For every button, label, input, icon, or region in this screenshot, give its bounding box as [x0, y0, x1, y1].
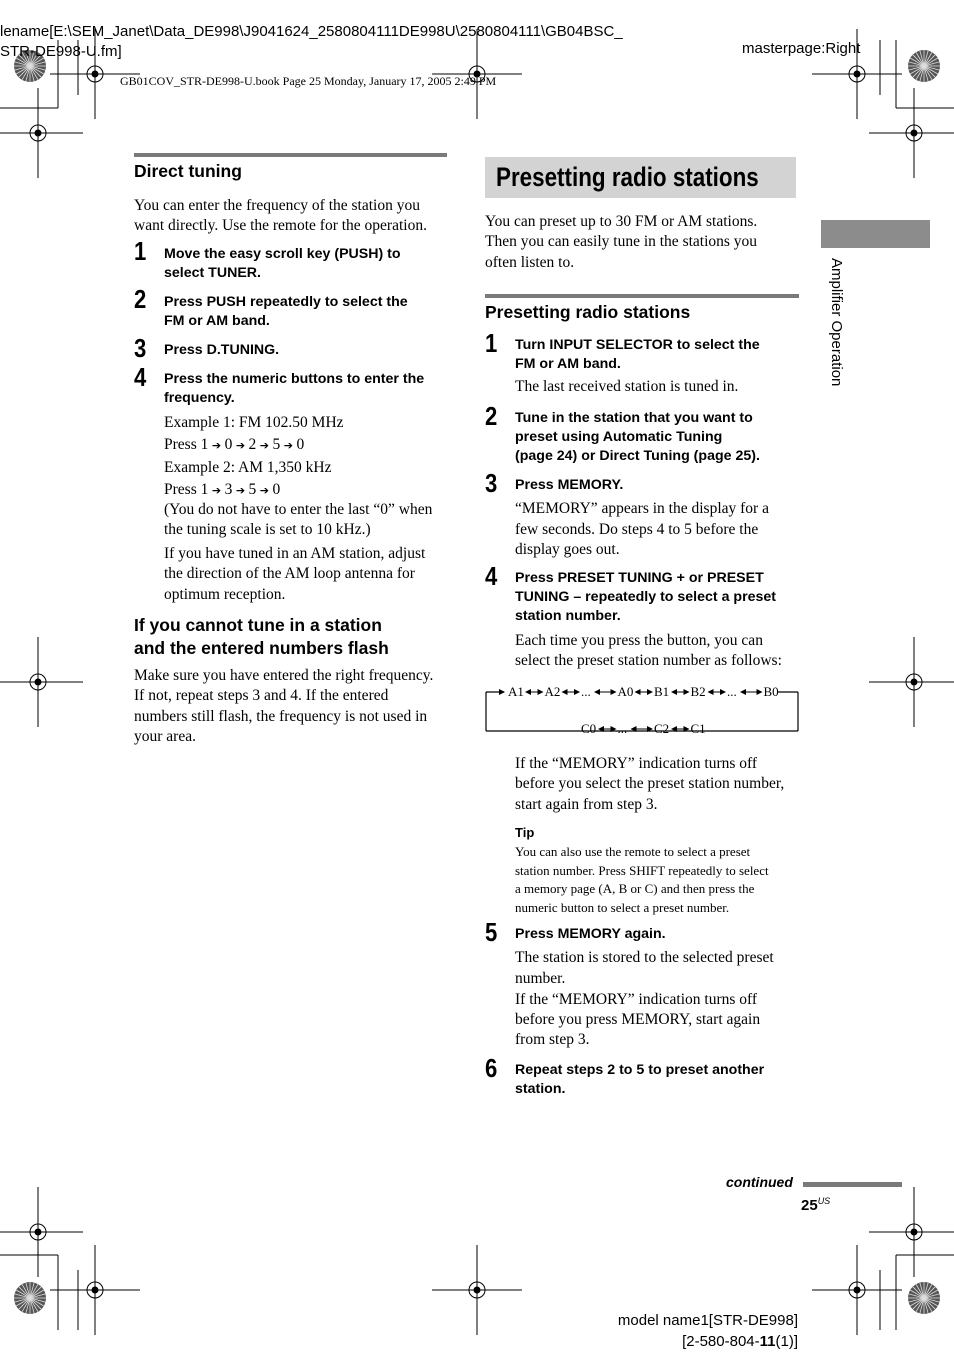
part-bold: 11	[759, 1333, 776, 1350]
book-info-line: GB01COV_STR-DE998-U.book Page 25 Monday, January 17, 2005 2:49 PM	[120, 74, 497, 88]
example-2-label: Example 2: AM 1,350 kHz	[164, 459, 332, 476]
preset-label: C2	[654, 721, 670, 734]
key-value: 0	[272, 481, 281, 498]
text-line: You can enter the frequency of the station you	[134, 197, 420, 214]
example-1-sequence	[164, 434, 344, 457]
step-number: 5	[485, 917, 498, 947]
preset-label: B0	[763, 684, 779, 699]
presetting-subheading: Presetting radio stations	[485, 302, 691, 322]
step-line: preset using Automatic Tuning	[515, 429, 723, 446]
direct-tuning-heading: Direct tuning	[134, 161, 242, 181]
filename-header	[0, 22, 623, 62]
step-body-line: select the preset station number as follows:	[515, 651, 782, 669]
step-line: Press the numeric buttons to enter the	[164, 371, 425, 387]
step-line: Turn INPUT SELECTOR to select the	[515, 337, 760, 353]
filename-line-1: lename[E:\SEM_Janet\Data_DE998\J9041624_2580804111DE998U\2580804111\GB04BSC_	[0, 23, 623, 40]
key-value: 3	[224, 481, 233, 498]
step-line: station.	[515, 1081, 566, 1098]
text-line: your area.	[134, 727, 196, 745]
step-body-line: from step 3.	[515, 1031, 590, 1049]
section-rule	[485, 294, 799, 298]
step-line: (page 24) or Direct Tuning (page 25).	[515, 448, 760, 465]
step-number: 1	[134, 236, 147, 266]
preset-step-1	[515, 336, 805, 398]
step-body-line: “MEMORY” appears in the display for a	[515, 500, 769, 518]
cannot-tune-body	[134, 666, 454, 747]
text-line: station number. Press SHIFT repeatedly to select	[515, 862, 769, 878]
step-body-line: display goes out.	[515, 540, 620, 558]
page-number	[801, 1196, 830, 1214]
arrow-right-icon: ➔	[208, 484, 225, 497]
step-line: Press PRESET TUNING + or PRESET	[515, 570, 764, 586]
step-number: 3	[485, 468, 498, 498]
model-info	[560, 1310, 798, 1352]
key-value: 1	[200, 481, 209, 498]
step-body-line: The station is stored to the selected preset	[515, 949, 774, 967]
key-value: 5	[272, 436, 281, 453]
text-line: start again from step 3.	[515, 795, 658, 813]
text-line: You can also use the remote to select a preset	[515, 844, 751, 859]
arrow-right-icon: ➔	[280, 439, 297, 452]
step-line: FM or AM band.	[164, 313, 270, 330]
preset-label: A2	[544, 684, 561, 699]
text-line: numeric button to select a preset number.	[515, 899, 730, 915]
text-line: numbers still flash, the frequency is not used in	[134, 707, 428, 725]
step-number: 4	[134, 362, 147, 392]
step-body-line: number.	[515, 969, 566, 987]
text-line: If you have tuned in an AM station, adjust	[164, 545, 426, 562]
registration-rosette-icon	[908, 50, 940, 82]
memory-note	[515, 754, 805, 815]
step-number: 2	[134, 284, 147, 314]
text-line: If the “MEMORY” indication turns off	[515, 755, 758, 772]
page-number-suffix: US	[817, 1196, 831, 1206]
step-number: 2	[485, 401, 498, 431]
arrow-right-icon: ➔	[232, 484, 249, 497]
step-line: Press PUSH repeatedly to select the	[164, 294, 408, 310]
text-line: If not, repeat steps 3 and 4. If the entered	[134, 687, 389, 705]
press-label: Press	[164, 481, 197, 498]
page-title: Presetting radio stations	[496, 162, 759, 192]
model-name-line: model name1[STR-DE998]	[617, 1312, 798, 1329]
example-1-label: Example 1: FM 102.50 MHz	[164, 414, 344, 431]
am-antenna-note	[164, 544, 454, 605]
key-value: 1	[200, 436, 209, 453]
registration-rosette-icon	[14, 1282, 46, 1314]
preset-label: ...	[581, 684, 591, 699]
step-body-line: before you press MEMORY, start again	[515, 1011, 761, 1029]
preset-intro	[485, 212, 805, 273]
arrow-right-icon: ➔	[208, 439, 225, 452]
key-sequence	[201, 436, 305, 453]
arrow-right-icon: ➔	[256, 439, 273, 452]
key-value: 5	[248, 481, 257, 498]
step-body-line: If the “MEMORY” indication turns off	[515, 990, 758, 1008]
step-number: 3	[134, 333, 147, 363]
section-tab-bar	[821, 220, 930, 248]
preset-label: ...	[727, 684, 737, 699]
part-prefix: [2-580-804-	[682, 1333, 760, 1350]
cannot-tune-heading	[134, 614, 389, 660]
step-number: 6	[485, 1053, 498, 1083]
text-line: (You do not have to enter the last “0” when	[164, 501, 433, 518]
tip-heading: Tip	[515, 825, 535, 840]
step-number: 1	[485, 328, 498, 358]
preset-label: C1	[690, 721, 706, 734]
step-text	[164, 245, 401, 283]
step-number: 4	[485, 561, 498, 591]
step-line: Press D.TUNING.	[164, 342, 280, 358]
text-line: often listen to.	[485, 253, 575, 271]
key-value: 0	[224, 436, 233, 453]
masterpage-label: masterpage:Right	[742, 40, 861, 57]
text-line: before you select the preset station number,	[515, 775, 785, 793]
step-text	[164, 370, 424, 408]
preset-label: B2	[690, 684, 706, 699]
preset-step-5	[515, 925, 805, 1051]
key-sequence	[201, 481, 281, 498]
text-line: You can preset up to 30 FM or AM stations.	[485, 213, 758, 230]
step-body-line: few seconds. Do steps 4 to 5 before the	[515, 520, 759, 538]
preset-label: A0	[617, 684, 634, 699]
tuning-scale-note	[164, 500, 454, 541]
press-label: Press	[164, 436, 197, 453]
preset-label: B1	[654, 684, 670, 699]
text-line: the tuning scale is set to 10 kHz.)	[164, 521, 371, 539]
preset-step-2	[515, 409, 805, 467]
text-line: want directly. Use the remote for the operation.	[134, 217, 427, 235]
filename-line-2: STR-DE998-U.fm]	[0, 43, 122, 60]
text-line: Make sure you have entered the right frequency.	[134, 667, 434, 684]
step-line: station number.	[515, 608, 621, 625]
continued-label: continued	[726, 1174, 793, 1190]
step-text	[164, 293, 408, 331]
key-value: 0	[296, 436, 305, 453]
step-line: Press MEMORY.	[515, 477, 624, 493]
step-line: Press MEMORY again.	[515, 926, 666, 942]
continued-bar	[803, 1182, 902, 1187]
preset-cycle-diagram	[484, 680, 800, 734]
section-rule	[134, 153, 447, 157]
example-2-sequence	[164, 479, 344, 502]
preset-label: ...	[617, 721, 628, 734]
preset-step-4	[515, 569, 805, 671]
direct-tuning-intro	[134, 196, 454, 237]
heading-line: and the entered numbers flash	[134, 638, 389, 658]
step-line: Repeat steps 2 to 5 to preset another	[515, 1062, 765, 1078]
preset-step-3	[515, 476, 805, 560]
arrow-right-icon: ➔	[232, 439, 249, 452]
examples-block	[164, 412, 344, 502]
step-line: select TUNER.	[164, 265, 261, 282]
preset-label: A1	[508, 684, 524, 699]
text-line: the direction of the AM loop antenna for	[164, 565, 415, 583]
part-number-line	[560, 1331, 798, 1352]
preset-label: C0	[581, 721, 597, 734]
step-line: TUNING – repeatedly to select a preset	[515, 589, 776, 606]
tip-body	[515, 843, 805, 917]
arrow-right-icon: ➔	[256, 484, 273, 497]
step-body-line: The last received station is tuned in.	[515, 378, 739, 396]
registration-rosette-icon	[908, 1282, 940, 1314]
page-number-value: 25	[801, 1197, 818, 1214]
preset-step-6	[515, 1061, 805, 1099]
key-value: 2	[248, 436, 257, 453]
text-line: optimum reception.	[164, 585, 286, 603]
text-line: Then you can easily tune in the stations you	[485, 233, 758, 251]
step-line: frequency.	[164, 390, 235, 407]
part-suffix: (1)]	[775, 1333, 798, 1350]
section-tab-label: Amplifier Operation	[828, 258, 845, 387]
step-line: FM or AM band.	[515, 356, 621, 373]
step-line: Tune in the station that you want to	[515, 410, 753, 426]
heading-line: If you cannot tune in a station	[134, 615, 382, 635]
text-line: a memory page (A, B or C) and then press the	[515, 881, 755, 896]
step-line: Move the easy scroll key (PUSH) to	[164, 246, 401, 262]
step-text	[164, 341, 279, 360]
step-body-line: Each time you press the button, you can	[515, 631, 763, 649]
